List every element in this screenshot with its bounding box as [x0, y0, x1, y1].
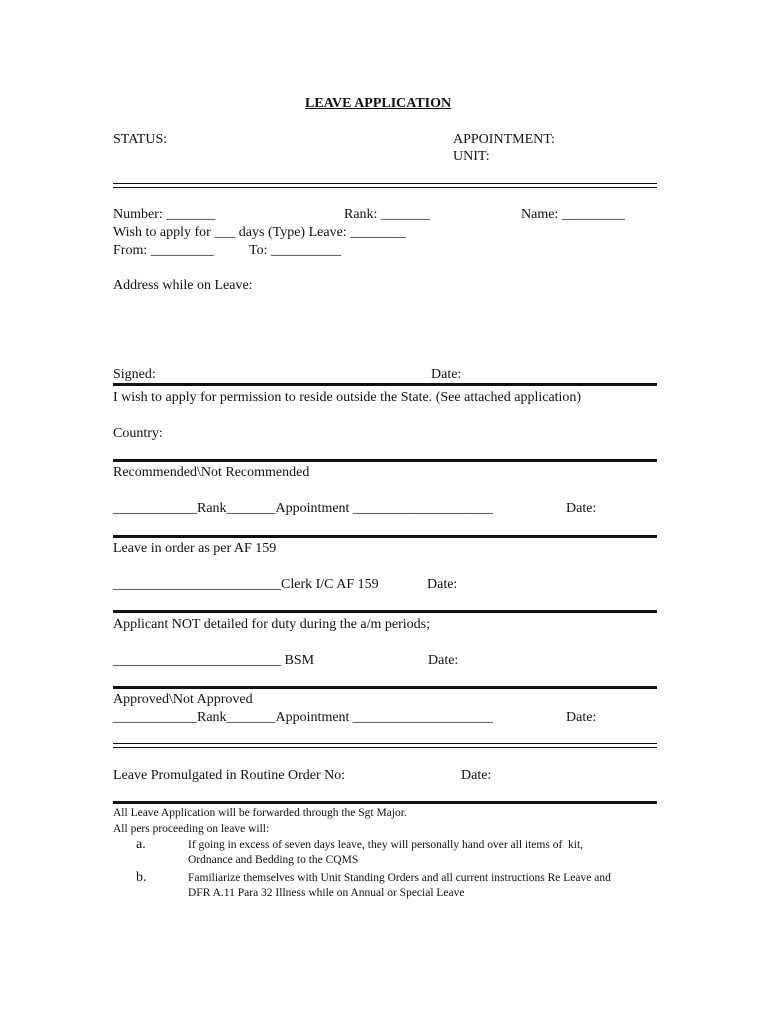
- list-item-text: If going in excess of seven days leave, they will personally hand over all items of kit,: [188, 839, 584, 851]
- note-proceeding: All pers proceeding on leave will:: [113, 823, 270, 835]
- divider: [113, 459, 657, 462]
- country-label: Country:: [113, 426, 163, 441]
- to-date-field[interactable]: To: __________: [249, 243, 341, 258]
- unit-label: UNIT:: [453, 149, 490, 164]
- approval-date-label: Date:: [566, 710, 597, 725]
- recommend-date-label: Date:: [566, 501, 597, 516]
- promulgation-label: Leave Promulgated in Routine Order No:: [113, 768, 346, 783]
- leave-days-field[interactable]: Wish to apply for ___ days (Type) Leave: ________: [113, 225, 407, 240]
- status-label: STATUS:: [113, 132, 168, 147]
- list-marker: a.: [136, 837, 146, 852]
- divider: [113, 183, 657, 184]
- divider: [113, 801, 657, 804]
- reside-statement: I wish to apply for permission to reside outside the State. (See attached application): [113, 390, 582, 405]
- approval-signature-line[interactable]: ____________Rank_______Appointment ____________________: [113, 710, 493, 725]
- list-marker: b.: [136, 870, 147, 885]
- divider: [113, 187, 657, 188]
- divider: [113, 747, 657, 748]
- list-item-text: Ordnance and Bedding to the CQMS: [188, 854, 359, 866]
- appointment-label: APPOINTMENT:: [453, 132, 555, 147]
- divider: [113, 383, 657, 386]
- approval-heading: Approved\Not Approved: [113, 692, 253, 707]
- af159-date-label: Date:: [427, 577, 458, 592]
- af159-heading: Leave in order as per AF 159: [113, 541, 277, 556]
- divider: [113, 743, 657, 744]
- recommend-heading: Recommended\Not Recommended: [113, 465, 310, 480]
- duty-heading: Applicant NOT detailed for duty during the a/m periods;: [113, 617, 431, 632]
- bsm-date-label: Date:: [428, 653, 459, 668]
- number-field[interactable]: Number: _______: [113, 207, 216, 222]
- list-item-text: Familiarize themselves with Unit Standing Orders and all current instructions Re Leave and: [188, 872, 611, 884]
- promulgation-date-label: Date:: [461, 768, 492, 783]
- af159-signature-line[interactable]: ________________________Clerk I/C AF 159: [113, 577, 379, 592]
- divider: [113, 686, 657, 689]
- bsm-signature-line[interactable]: ________________________ BSM: [113, 653, 315, 668]
- recommend-signature-line[interactable]: ____________Rank_______Appointment ____________________: [113, 501, 493, 516]
- divider: [113, 610, 657, 613]
- name-field[interactable]: Name: _________: [521, 207, 625, 222]
- signed-label: Signed:: [113, 367, 156, 382]
- list-item-text: DFR A.11 Para 32 Illness while on Annual or Special Leave: [188, 887, 465, 899]
- note-forwarding: All Leave Application will be forwarded through the Sgt Major.: [113, 807, 407, 819]
- from-date-field[interactable]: From: _________: [113, 243, 214, 258]
- divider: [113, 535, 657, 538]
- rank-field[interactable]: Rank: _______: [344, 207, 430, 222]
- page-title: LEAVE APPLICATION: [305, 96, 452, 111]
- date-label: Date:: [431, 367, 462, 382]
- address-label: Address while on Leave:: [113, 278, 253, 293]
